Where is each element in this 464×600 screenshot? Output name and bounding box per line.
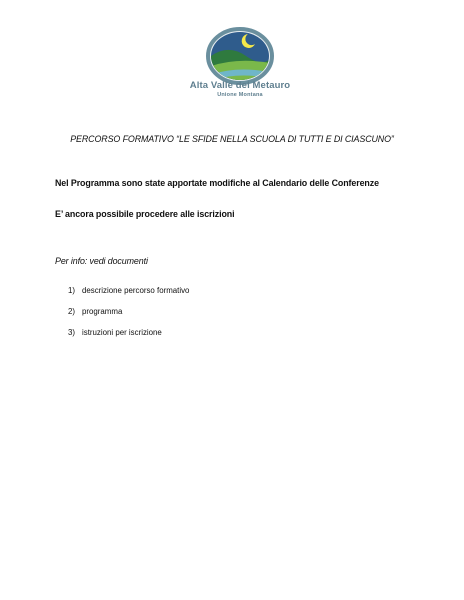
documents-list xyxy=(68,286,189,349)
list-item-label[interactable]: istruzioni per iscrizione xyxy=(82,328,162,337)
list-item-number: 1) xyxy=(68,286,76,295)
paragraph-registrations: E’ ancora possibile procedere alle iscrizioni xyxy=(55,209,235,219)
list-item[interactable] xyxy=(68,286,189,307)
list-item-number: 3) xyxy=(68,328,76,337)
list-item-label[interactable]: descrizione percorso formativo xyxy=(82,286,190,295)
info-label: Per info: vedi documenti xyxy=(55,256,148,266)
logo-subtitle: Unione Montana xyxy=(217,92,263,98)
list-item[interactable] xyxy=(68,328,189,349)
logo-name: Alta Valle del Metauro xyxy=(189,80,291,91)
list-item[interactable] xyxy=(68,307,189,328)
list-item-label[interactable]: programma xyxy=(82,307,123,316)
paragraph-program-changes: Nel Programma sono state apportate modifiche al Calendario delle Conferenze xyxy=(55,178,379,188)
document-title: PERCORSO FORMATIVO “LE SFIDE NELLA SCUOLA DI TUTTI E DI CIASCUNO” xyxy=(70,134,394,144)
list-item-number: 2) xyxy=(68,307,76,316)
